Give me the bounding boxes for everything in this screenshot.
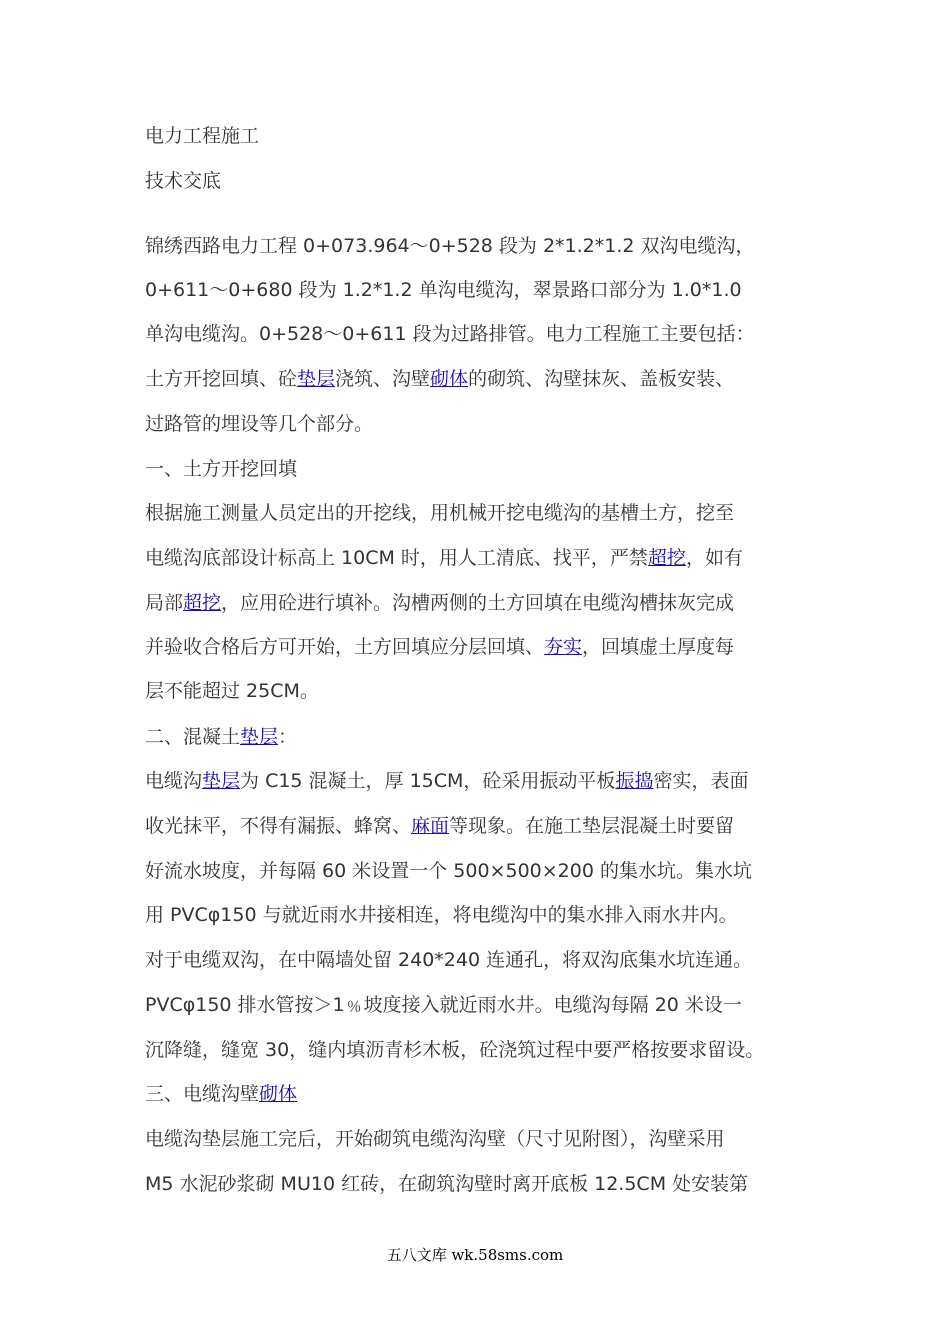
section-1-line-3	[145, 590, 734, 616]
link-dianceng[interactable]: 垫层	[297, 368, 336, 390]
link-chaowa[interactable]: 超挖	[647, 547, 686, 569]
text-segment: 等现象。在施工垫层混凝土时要留	[449, 815, 735, 837]
section-3-line-1: 电缆沟垫层施工完后，开始砌筑电缆沟沟壁（尺寸见附图），沟壁采用	[145, 1128, 725, 1150]
section-1-line-5: 层不能超过 25CM。	[145, 680, 319, 702]
text-segment: ，回填虚土厚度每	[582, 636, 735, 658]
section-1-line-4	[145, 634, 734, 660]
text-segment: ，应用砼进行填补。沟槽两侧的土方回填在电缆沟槽抹灰完成	[221, 592, 735, 614]
link-dianceng[interactable]: 垫层	[202, 770, 241, 792]
section-1-line-2	[145, 545, 743, 571]
text-segment: ，如有	[685, 547, 743, 569]
intro-line-3: 单沟电缆沟。0+528～0+611 段为过路排管。电力工程施工主要包括：	[145, 323, 755, 345]
intro-line-4	[145, 366, 734, 392]
text-segment: 电缆沟	[145, 770, 203, 792]
section-2-heading	[145, 724, 297, 750]
intro-line-2: 0+611～0+680 段为 1.2*1.2 单沟电缆沟，翠景路口部分为 1.0*1.0	[145, 279, 742, 301]
section-2-line-6: PVCφ150 排水管按＞1﹪坡度接入就近雨水井。电缆沟每隔 20 米设一	[145, 994, 742, 1016]
link-chaowa[interactable]: 超挖	[183, 592, 222, 614]
link-zhendao[interactable]: 振捣	[615, 770, 654, 792]
section-2-line-5: 对于电缆双沟，在中隔墙处留 240*240 连通孔，将双沟底集水坑连通。	[145, 949, 753, 971]
text-segment: ：	[278, 726, 298, 748]
intro-line-1: 锦绣西路电力工程 0+073.964～0+528 段为 2*1.2*1.2 双沟电缆沟，	[145, 235, 755, 257]
section-3-heading	[145, 1081, 297, 1107]
section-2-line-2	[145, 813, 734, 839]
link-dianceng[interactable]: 垫层	[240, 726, 279, 748]
text-segment: 局部	[145, 592, 184, 614]
text-segment: 密实，表面	[653, 770, 749, 792]
section-3-line-2: M5 水泥砂浆砌 MU10 红砖，在砌筑沟壁时离开底板 12.5CM 处安装第	[145, 1173, 749, 1195]
doc-subtitle: 技术交底	[145, 170, 222, 192]
text-segment: 二、混凝土	[145, 726, 241, 748]
link-qiti[interactable]: 砌体	[430, 368, 469, 390]
section-2-line-4: 用 PVCφ150 与就近雨水井接相连，将电缆沟中的集水排入雨水井内。	[145, 904, 738, 926]
text-segment: 的砌筑、沟壁抹灰、盖板安装、	[468, 368, 735, 390]
text-segment: 收光抹平，不得有漏振、蜂窝、	[145, 815, 412, 837]
section-1-heading: 一、土方开挖回填	[145, 458, 298, 480]
page-footer-watermark: 五八文库 wk.58sms.com	[386, 1246, 564, 1264]
text-segment: 三、电缆沟壁	[145, 1083, 260, 1105]
link-mamian[interactable]: 麻面	[411, 815, 450, 837]
section-2-line-1	[145, 768, 748, 794]
link-hangshi[interactable]: 夯实	[544, 636, 583, 658]
link-qiti[interactable]: 砌体	[259, 1083, 298, 1105]
section-2-line-3: 好流水坡度，并每隔 60 米设置一个 500×500×200 的集水坑。集水坑	[145, 860, 752, 882]
text-segment: 电缆沟底部设计标高上 10CM 时，用人工清底、找平，严禁	[145, 547, 648, 569]
section-2-line-7: 沉降缝，缝宽 30，缝内填沥青杉木板，砼浇筑过程中要严格按要求留设。	[145, 1039, 765, 1061]
text-segment: 浇筑、沟壁	[335, 368, 431, 390]
text-segment: 为 C15 混凝土，厚 15CM，砼采用振动平板	[240, 770, 616, 792]
doc-title: 电力工程施工	[145, 125, 260, 147]
intro-line-5: 过路管的埋设等几个部分。	[145, 413, 374, 435]
section-1-line-1: 根据施工测量人员定出的开挖线，用机械开挖电缆沟的基槽土方，挖至	[145, 502, 735, 524]
text-segment: 并验收合格后方可开始，土方回填应分层回填、	[145, 636, 545, 658]
text-segment: 土方开挖回填、砼	[145, 368, 298, 390]
